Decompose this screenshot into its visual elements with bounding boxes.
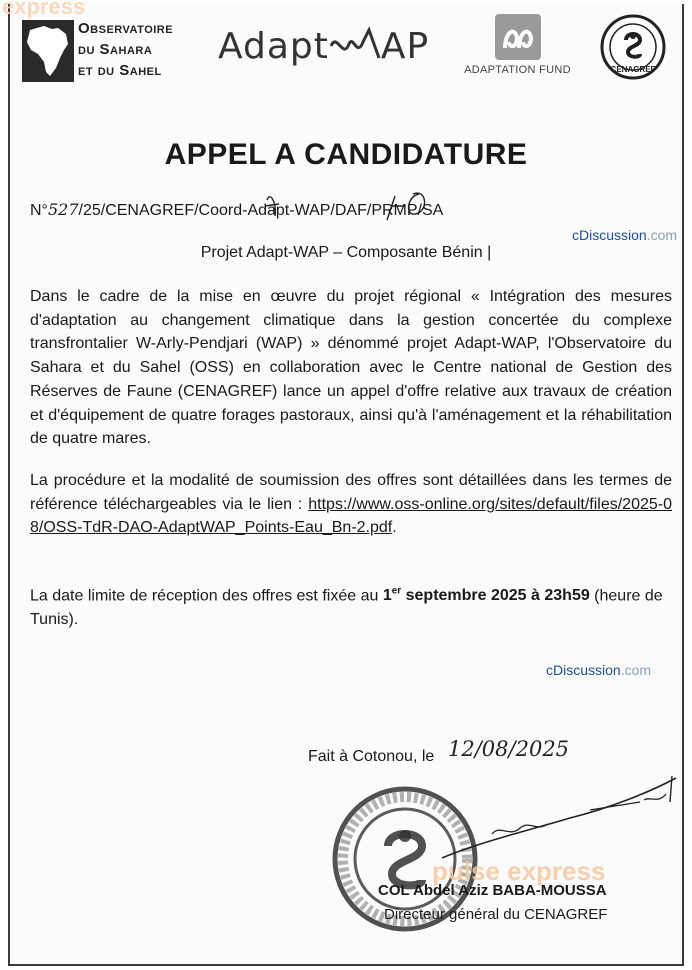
handwritten-signature	[440, 772, 680, 862]
adaptation-fund-logo	[455, 14, 580, 86]
cdiscussion-brand-2: cDiscussion	[546, 662, 621, 678]
cdiscussion-tld: .com	[646, 227, 678, 243]
adapt-wap-logo-right: AP	[380, 26, 430, 67]
paragraph-2-text: La procédure et la modalité de soumission des offres sont détaillées dans les termes de référence téléchargeables via le lien :	[30, 472, 672, 513]
adapt-wap-logo	[218, 24, 429, 67]
deadline-date: septembre 2025 à 23h59	[401, 587, 590, 605]
reference-handwritten-number: 527	[47, 200, 79, 219]
signatory-name: COL Abdel Aziz BABA-MOUSSA	[378, 882, 607, 899]
signatory-title: Directeur général du CENAGREF	[384, 906, 608, 923]
cenagref-logo-text: CENAGREF	[610, 65, 656, 74]
cdiscussion-watermark-2	[546, 662, 651, 678]
adaptation-fund-label: ADAPTATION FUND	[464, 64, 571, 76]
oss-line3: et du Sahel	[78, 62, 162, 79]
cenagref-logo	[600, 14, 666, 80]
body-paragraph-1: Dans le cadre de la mise en œuvre du projet régional « Intégration des mesures d'adaptation au changement climatique dans la gestion concertée du complexe transfrontalier W-Arly-Pendjari (WAP) » dénommé projet Adapt-WAP, l'Observatoire du Sahara et du Sahel (OSS) en collaboration avec le Centre national de Gestion des Réserves de Faune (CENAGREF) lance un appel d'offre relative aux travaux de création et d'équipement de quatre forages pastoraux, ainsi qu'à l'aménagement et la réhabilitation de quatre mares.	[30, 288, 672, 448]
cdiscussion-watermark	[572, 227, 677, 243]
africa-map-icon	[22, 20, 74, 82]
pulse-express-watermark: pulse express	[432, 856, 606, 886]
cdiscussion-brand: cDiscussion	[572, 227, 647, 243]
deadline-timezone: (heure de Tunis).	[30, 587, 663, 629]
project-line: Projet Adapt-WAP – Composante Bénin |	[200, 244, 492, 261]
oss-line2: du Sahara	[78, 41, 153, 58]
oss-name	[78, 18, 173, 81]
place-line: Fait à Cotonou, le	[308, 748, 435, 765]
oss-line1: Observatoire	[78, 20, 174, 37]
deadline-intro: La date limite de réception des offres est fixée au	[30, 587, 383, 605]
reference-rest: /25/CENAGREF/Coord-Adapt-WAP/DAF/PRMP/SA	[78, 202, 444, 219]
tdr-download-link[interactable]: https://www.oss-online.org/sites/default/files/2025-08/OSS-TdR-DAO-AdaptWAP_Points-Eau_Bn-2.pdf	[30, 495, 672, 537]
cdiscussion-tld-2: .com	[620, 662, 652, 678]
oss-logo	[22, 12, 182, 84]
express-watermark: express	[2, 0, 86, 19]
adapt-wap-logo-left: Adapt	[218, 26, 329, 67]
paragraph-2-end: .	[392, 519, 397, 537]
body-paragraph-3	[30, 580, 672, 632]
reference-prefix: N°	[30, 202, 48, 219]
deadline-day-suffix: er	[391, 586, 402, 597]
body-paragraph-2	[30, 469, 672, 540]
deadline-day: 1	[382, 587, 392, 605]
handwritten-date: 12/08/2025	[448, 737, 570, 761]
handwritten-annotation	[255, 186, 465, 226]
page-title: APPEL A CANDIDATURE	[164, 138, 528, 171]
adaptation-fund-icon	[495, 14, 541, 60]
wave-logo-icon	[329, 24, 381, 64]
